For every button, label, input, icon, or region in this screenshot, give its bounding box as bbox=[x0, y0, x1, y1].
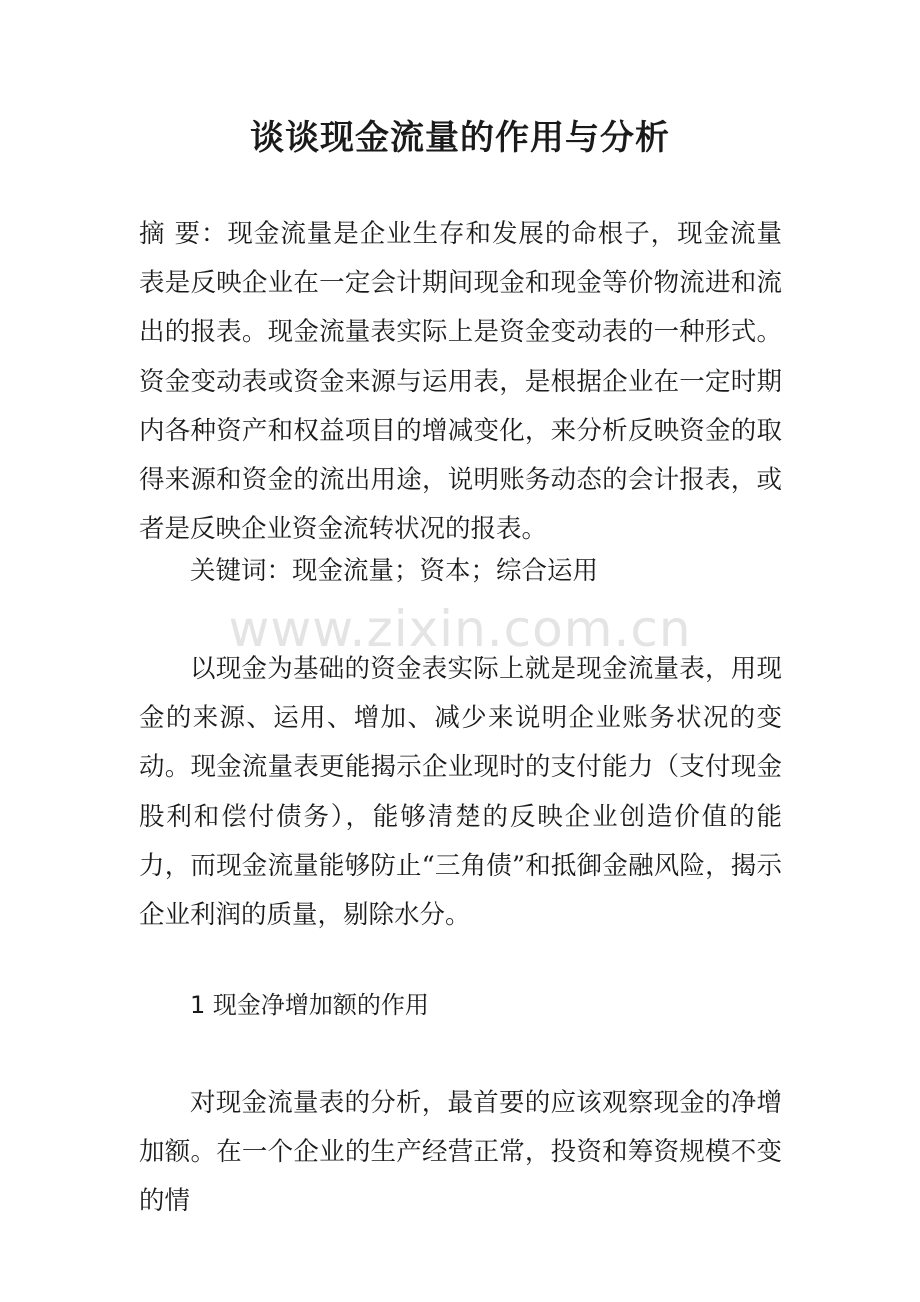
abstract-paragraph: 摘 要：现金流量是企业生存和发展的命根子，现金流量表是反映企业在一定会计期间现金和现金等价物流进和流出的报表。现金流量表实际上是资金变动表的一种形式。资金变动表或资金来源与运用表，是根据企业在一定时期内各种资产和权益项目的增减变化，来分析反映资金的取得来源和资金的流出用途，说明账务动态的会计报表，或者是反映企业资金流转状况的报表。 bbox=[139, 219, 782, 545]
intro-paragraph: 以现金为基础的资金表实际上就是现金流量表，用现金的来源、运用、增加、减少来说明企业账务状况的变动。现金流量表更能揭示企业现时的支付能力（支付现金股利和偿付债务），能够清楚的反映企业创造价值的能力，而现金流量能够防止“三角债”和抵御金融风险，揭示企业利润的质量，剔除水分。 bbox=[139, 654, 782, 931]
document-title: 谈谈现金流量的作用与分析 bbox=[250, 118, 670, 158]
watermark: www.zixin.com.cn bbox=[228, 600, 692, 658]
keywords-line: 关键词：现金流量；资本；综合运用 bbox=[190, 556, 599, 586]
section-body-paragraph: 对现金流量表的分析，最首要的应该观察现金的净增加额。在一个企业的生产经营正常，投资和筹资规模不变的情 bbox=[139, 1088, 782, 1217]
section-heading: 1 现金净增加额的作用 bbox=[190, 991, 429, 1019]
